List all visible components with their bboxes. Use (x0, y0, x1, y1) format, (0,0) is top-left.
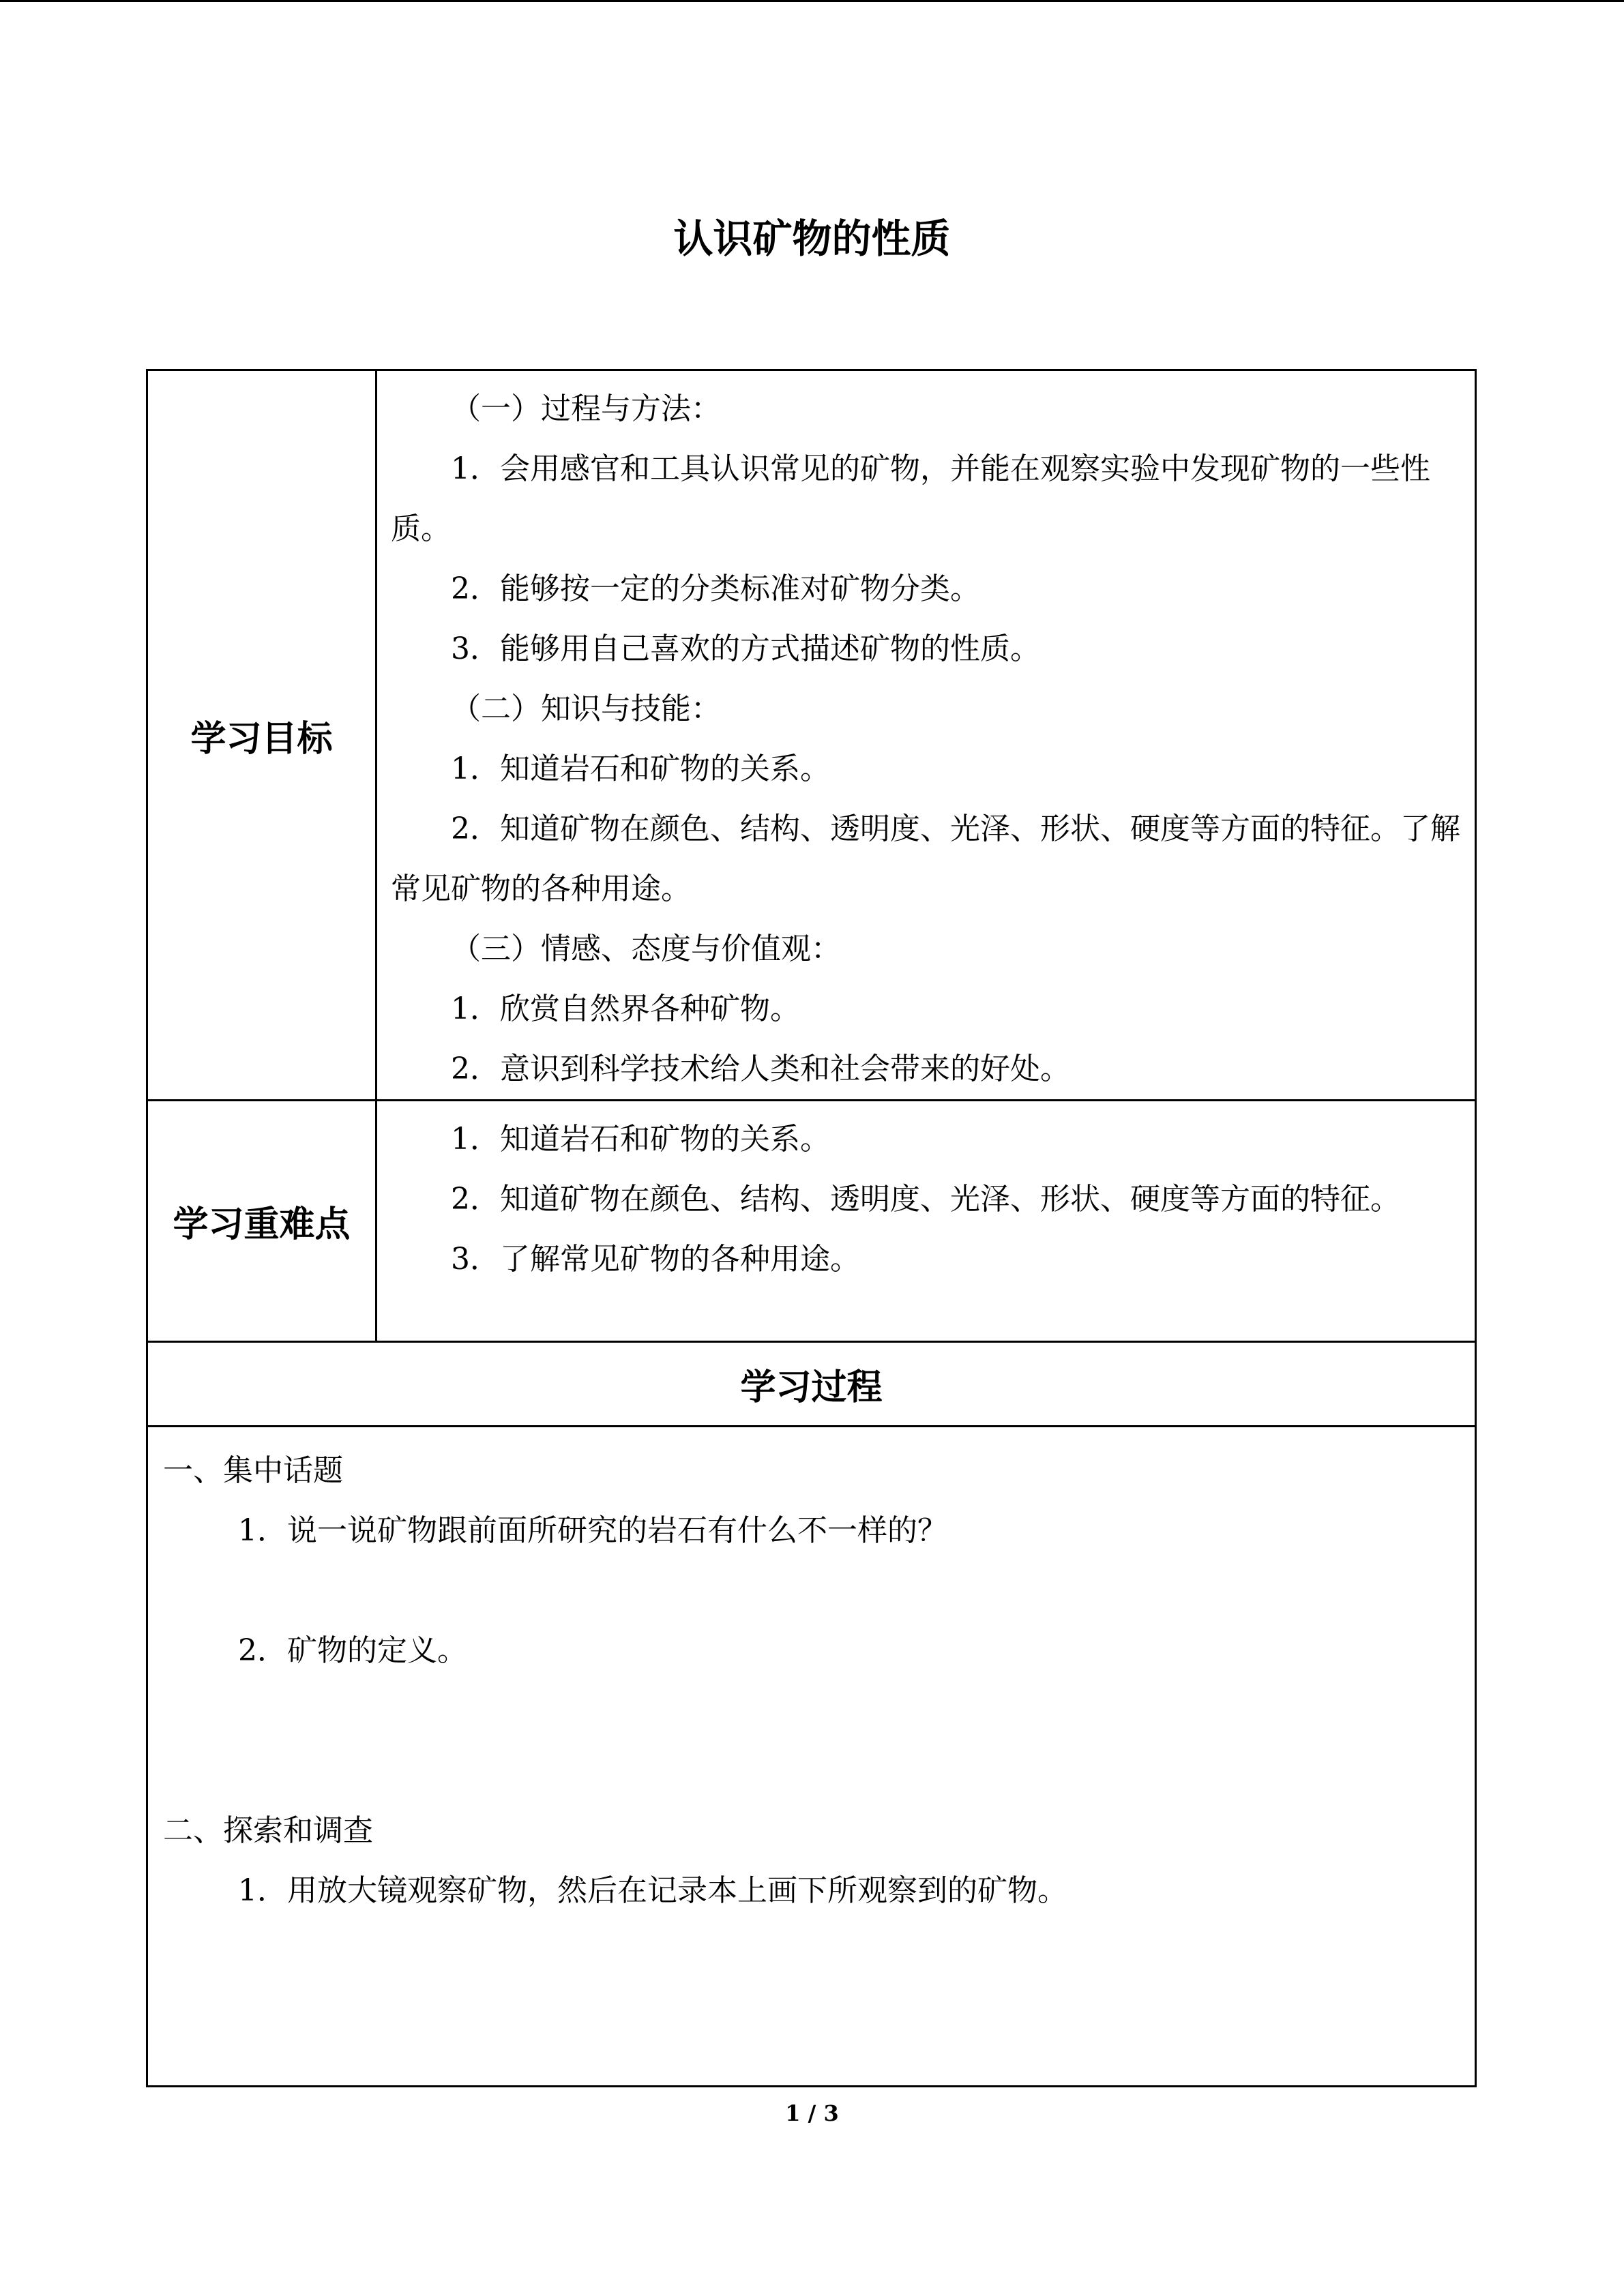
objectives-line: 2．意识到科学技术给人类和社会带来的好处。 (451, 1052, 1070, 1086)
objectives-line: （二）知识与技能： (451, 691, 721, 726)
question-item: 1．说一说矿物跟前面所研究的岩石有什么不一样的？ (238, 1513, 947, 1548)
section-title-explore: 二、探索和调查 (163, 1813, 373, 1848)
top-border-line (0, 0, 1624, 2)
process-row (147, 1427, 1476, 2087)
key-points-row (147, 1101, 1476, 1342)
process-content (147, 1427, 1476, 2087)
answer-space (163, 1561, 1460, 1621)
objectives-line: （一）过程与方法： (451, 391, 721, 426)
key-points-label: 学习重难点 (147, 1101, 377, 1342)
document-title: 认识矿物的性质 (673, 215, 951, 262)
objectives-label: 学习目标 (147, 370, 377, 1101)
question-item: 2．矿物的定义。 (238, 1633, 467, 1668)
objectives-line: 1．欣赏自然界各种矿物。 (451, 992, 800, 1026)
answer-space (163, 1681, 1460, 1801)
objectives-line: （三）情感、态度与价值观： (451, 931, 841, 966)
objectives-line: 1．知道岩石和矿物的关系。 (451, 751, 830, 786)
objectives-line: 2．能够按一定的分类标准对矿物分类。 (451, 571, 980, 606)
objectives-line: 3．能够用自己喜欢的方式描述矿物的性质。 (451, 631, 1040, 666)
section-title-focus-topic: 一、集中话题 (163, 1453, 343, 1488)
objectives-row (147, 370, 1476, 1101)
key-point-line: 2．知道矿物在颜色、结构、透明度、光泽、形状、硬度等方面的特征。 (451, 1182, 1400, 1217)
page-number: 1 / 3 (785, 2100, 839, 2126)
key-point-line: 1．知道岩石和矿物的关系。 (451, 1122, 830, 1157)
process-heading: 学习过程 (147, 1342, 1476, 1427)
process-heading-row (147, 1342, 1476, 1427)
lesson-table (146, 369, 1477, 2087)
key-point-line: 3．了解常见矿物的各种用途。 (451, 1242, 860, 1277)
objectives-content (377, 370, 1476, 1101)
question-item: 1．用放大镜观察矿物，然后在记录本上画下所观察到的矿物。 (238, 1873, 1067, 1908)
key-points-content (377, 1101, 1476, 1342)
objectives-line: 1．会用感官和工具认识常见的矿物，并能在观察实验中发现矿物的一些性质。 (391, 451, 1430, 546)
objectives-line: 2．知道矿物在颜色、结构、透明度、光泽、形状、硬度等方面的特征。了解常见矿物的各种用途。 (391, 811, 1460, 906)
